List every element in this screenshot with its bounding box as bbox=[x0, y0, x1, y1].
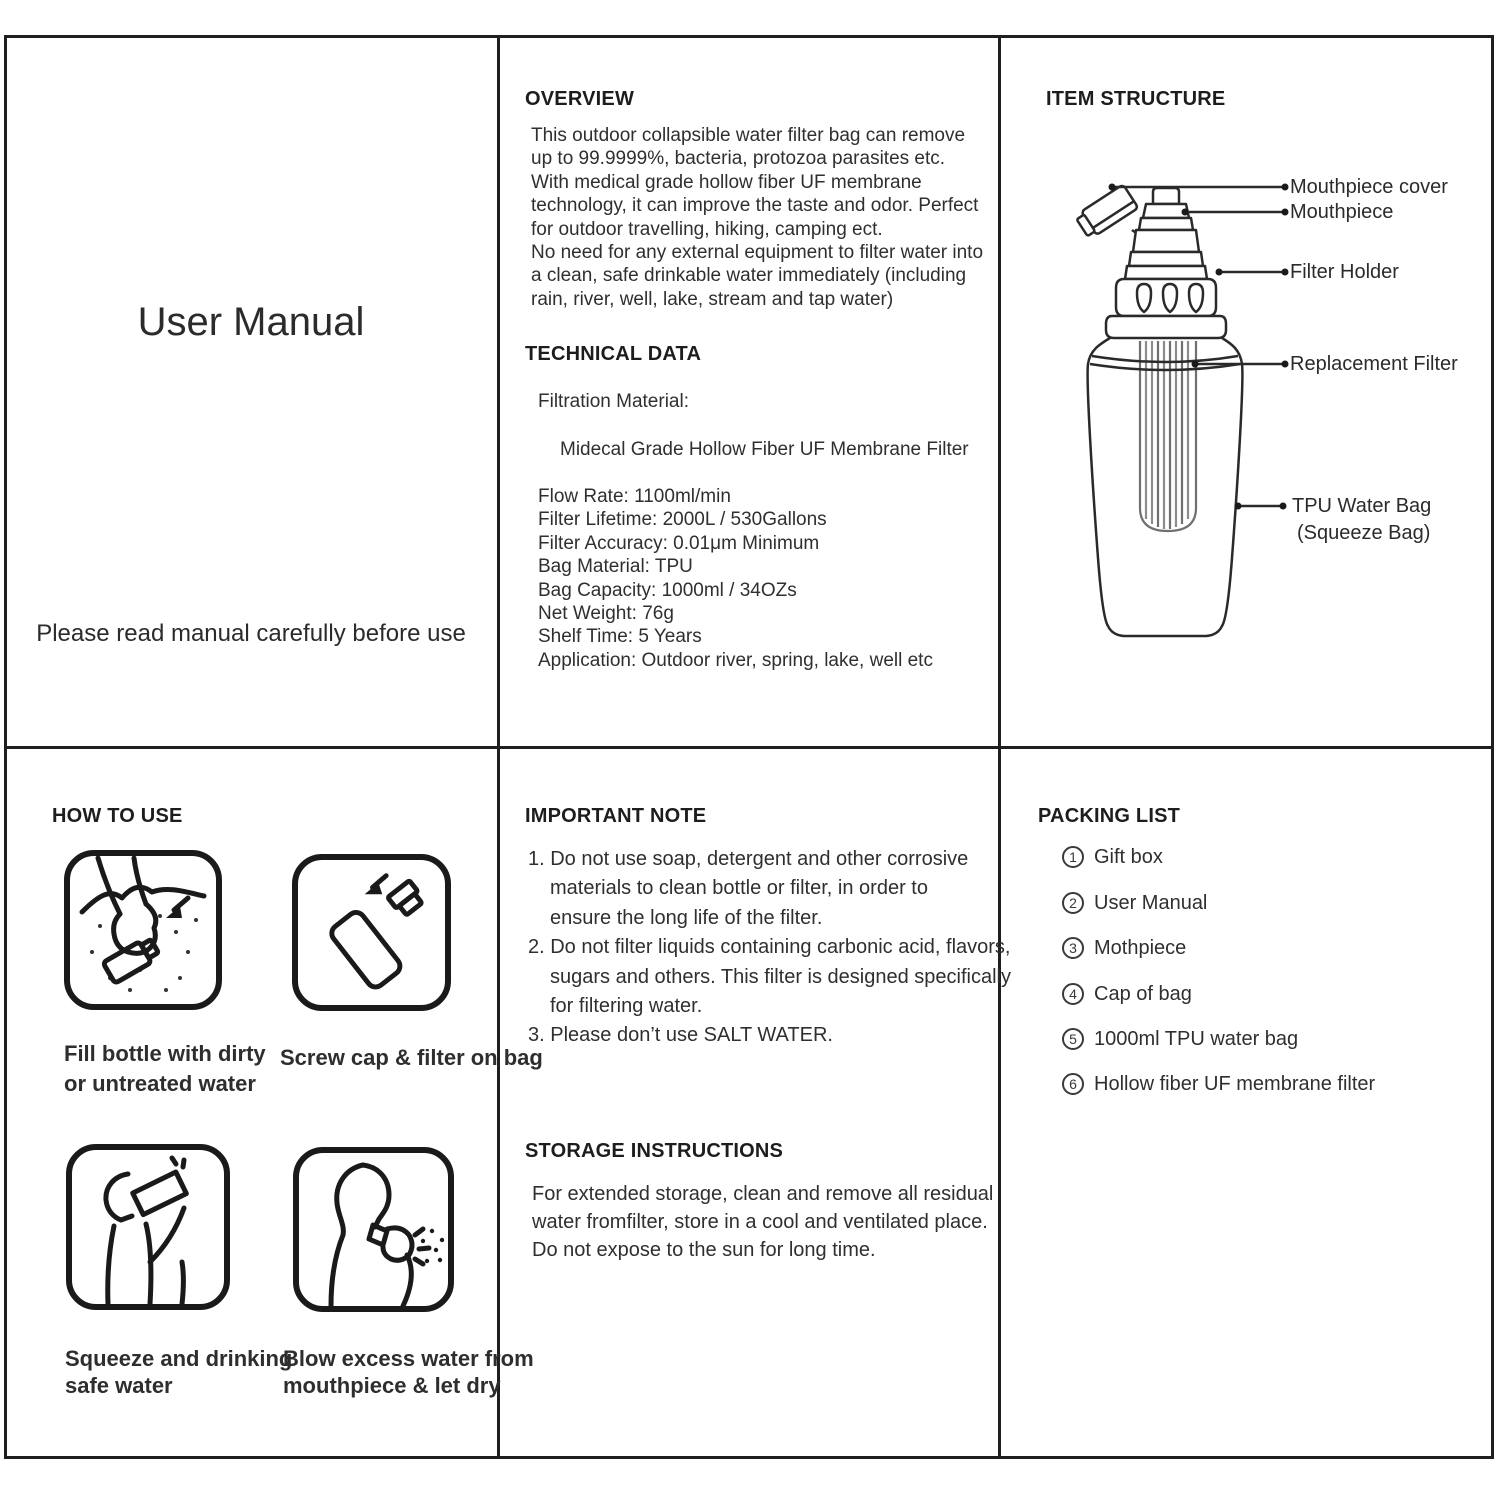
spec-line: Application: Outdoor river, spring, lake, well etc bbox=[538, 649, 933, 671]
text-line: technology, it can improve the taste and odor. Perfect bbox=[531, 195, 979, 217]
step3-caption-line1: Squeeze and drinking bbox=[65, 1346, 293, 1371]
text-line: for outdoor travelling, hiking, camping ect. bbox=[531, 218, 883, 240]
text-line: This outdoor collapsible water filter bag can remove bbox=[531, 125, 966, 146]
step4-caption-line1: Blow excess water from bbox=[283, 1346, 534, 1371]
storage-heading: STORAGE INSTRUCTIONS bbox=[525, 1140, 784, 1162]
blow-dry-icon bbox=[299, 1153, 448, 1306]
step3-caption-line2: safe water bbox=[65, 1373, 173, 1398]
step4-box bbox=[293, 1147, 454, 1312]
bottle-under-water bbox=[103, 936, 161, 983]
overview-paragraph bbox=[531, 124, 983, 311]
packing-item bbox=[1062, 1025, 1298, 1053]
spec-line: Bag Material: TPU bbox=[538, 556, 693, 578]
note-line: 3. Please don’t use SALT WATER. bbox=[528, 1024, 833, 1047]
note-line: materials to clean bottle or filter, in order to bbox=[550, 877, 928, 900]
filtration-material-label: Filtration Material: bbox=[538, 391, 689, 412]
step1-caption-line2: or untreated water bbox=[64, 1071, 256, 1096]
step3-box bbox=[66, 1144, 230, 1310]
how-to-use-heading: HOW TO USE bbox=[52, 805, 183, 827]
row-divider bbox=[4, 746, 1494, 749]
note-line: 1. Do not use soap, detergent and other corrosive bbox=[528, 848, 969, 870]
text-line: a clean, safe drinkable water immediately (including bbox=[531, 265, 967, 287]
text-line: With medical grade hollow fiber UF membrane bbox=[531, 171, 922, 193]
packing-item-label: Hollow fiber UF membrane filter bbox=[1094, 1072, 1376, 1095]
step2-caption: Screw cap & filter on bag bbox=[280, 1045, 543, 1070]
circled-number: 2 bbox=[1062, 892, 1084, 914]
manual-title: User Manual bbox=[137, 300, 365, 344]
circled-number: 6 bbox=[1062, 1073, 1084, 1095]
storage-paragraph bbox=[532, 1180, 993, 1264]
packing-item bbox=[1062, 934, 1186, 962]
packing-item-label: 1000ml TPU water bag bbox=[1094, 1027, 1299, 1050]
circled-number: 3 bbox=[1062, 937, 1084, 959]
packing-item bbox=[1062, 1070, 1375, 1098]
note-line: sugars and others. This filter is designed specifically bbox=[550, 965, 1011, 988]
label-tpu-water-bag: TPU Water Bag bbox=[1292, 495, 1432, 517]
text-line: No need for any external equipment to filter water into bbox=[531, 242, 984, 264]
packing-item-label: User Manual bbox=[1094, 891, 1208, 914]
drink-bottle bbox=[133, 1172, 187, 1215]
packing-item bbox=[1062, 980, 1192, 1008]
step2-box bbox=[292, 854, 451, 1011]
filtration-material-value: Midecal Grade Hollow Fiber UF Membrane Filter bbox=[560, 439, 969, 460]
step4-caption-line2: mouthpiece & let dry bbox=[283, 1373, 501, 1398]
packing-item-label: Cap of bag bbox=[1094, 982, 1192, 1005]
step1-box bbox=[64, 850, 222, 1010]
label-mouthpiece: Mouthpiece bbox=[1290, 201, 1394, 223]
packing-item bbox=[1062, 889, 1207, 917]
important-note-list bbox=[528, 845, 1011, 1051]
technical-data-heading: TECHNICAL DATA bbox=[525, 343, 702, 365]
screw-cap-icon bbox=[298, 860, 445, 1005]
packing-item-label: Gift box bbox=[1094, 845, 1163, 868]
note-line: ensure the long life of the filter. bbox=[550, 906, 823, 929]
label-filter-holder: Filter Holder bbox=[1290, 261, 1399, 283]
text-line: up to 99.9999%, bacteria, protozoa parasites etc. bbox=[531, 148, 946, 170]
label-replacement-filter: Replacement Filter bbox=[1290, 353, 1458, 375]
mouthpiece-cover-part bbox=[1074, 184, 1138, 239]
circled-number: 4 bbox=[1062, 983, 1084, 1005]
cap bbox=[388, 881, 425, 918]
note-line: 2. Do not filter liquids containing carbonic acid, flavors, bbox=[528, 936, 1011, 959]
packing-item-label: Mothpiece bbox=[1094, 936, 1187, 959]
technical-specs bbox=[538, 485, 933, 672]
packing-list-heading: PACKING LIST bbox=[1038, 805, 1181, 827]
packing-item bbox=[1062, 843, 1163, 871]
text-line: For extended storage, clean and remove all residual bbox=[532, 1183, 994, 1205]
circled-number: 5 bbox=[1062, 1028, 1084, 1050]
label-squeeze-bag: (Squeeze Bag) bbox=[1297, 522, 1431, 544]
important-note-heading: IMPORTANT NOTE bbox=[525, 805, 707, 827]
item-structure-heading: ITEM STRUCTURE bbox=[1046, 88, 1226, 110]
fill-bottle-icon bbox=[70, 856, 216, 1004]
spec-line: Filter Accuracy: 0.01μm Minimum bbox=[538, 532, 820, 554]
spec-line: Flow Rate: 1100ml/min bbox=[538, 486, 731, 507]
squeeze-drink-icon bbox=[72, 1150, 224, 1304]
step1-caption-line1: Fill bottle with dirty bbox=[64, 1041, 266, 1066]
overview-heading: OVERVIEW bbox=[525, 88, 635, 110]
spec-line: Shelf Time: 5 Years bbox=[538, 626, 702, 648]
text-line: Do not expose to the sun for long time. bbox=[532, 1239, 876, 1261]
filter-holder-part bbox=[1106, 279, 1226, 338]
filter-body bbox=[328, 909, 403, 991]
spec-line: Net Weight: 76g bbox=[538, 603, 674, 625]
text-line: water fromfilter, store in a cool and ventilated place. bbox=[532, 1211, 988, 1233]
spec-line: Filter Lifetime: 2000L / 530Gallons bbox=[538, 509, 827, 531]
bottle-diagram bbox=[1040, 178, 1290, 648]
label-mouthpiece-cover: Mouthpiece cover bbox=[1290, 176, 1448, 198]
note-line: for filtering water. bbox=[550, 995, 703, 1018]
neck-part bbox=[1125, 218, 1207, 279]
circled-number: 1 bbox=[1062, 846, 1084, 868]
text-line: rain, river, well, lake, stream and tap water) bbox=[531, 288, 894, 310]
cover-note: Please read manual carefully before use bbox=[36, 620, 466, 647]
spec-line: Bag Capacity: 1000ml / 34OZs bbox=[538, 579, 797, 601]
